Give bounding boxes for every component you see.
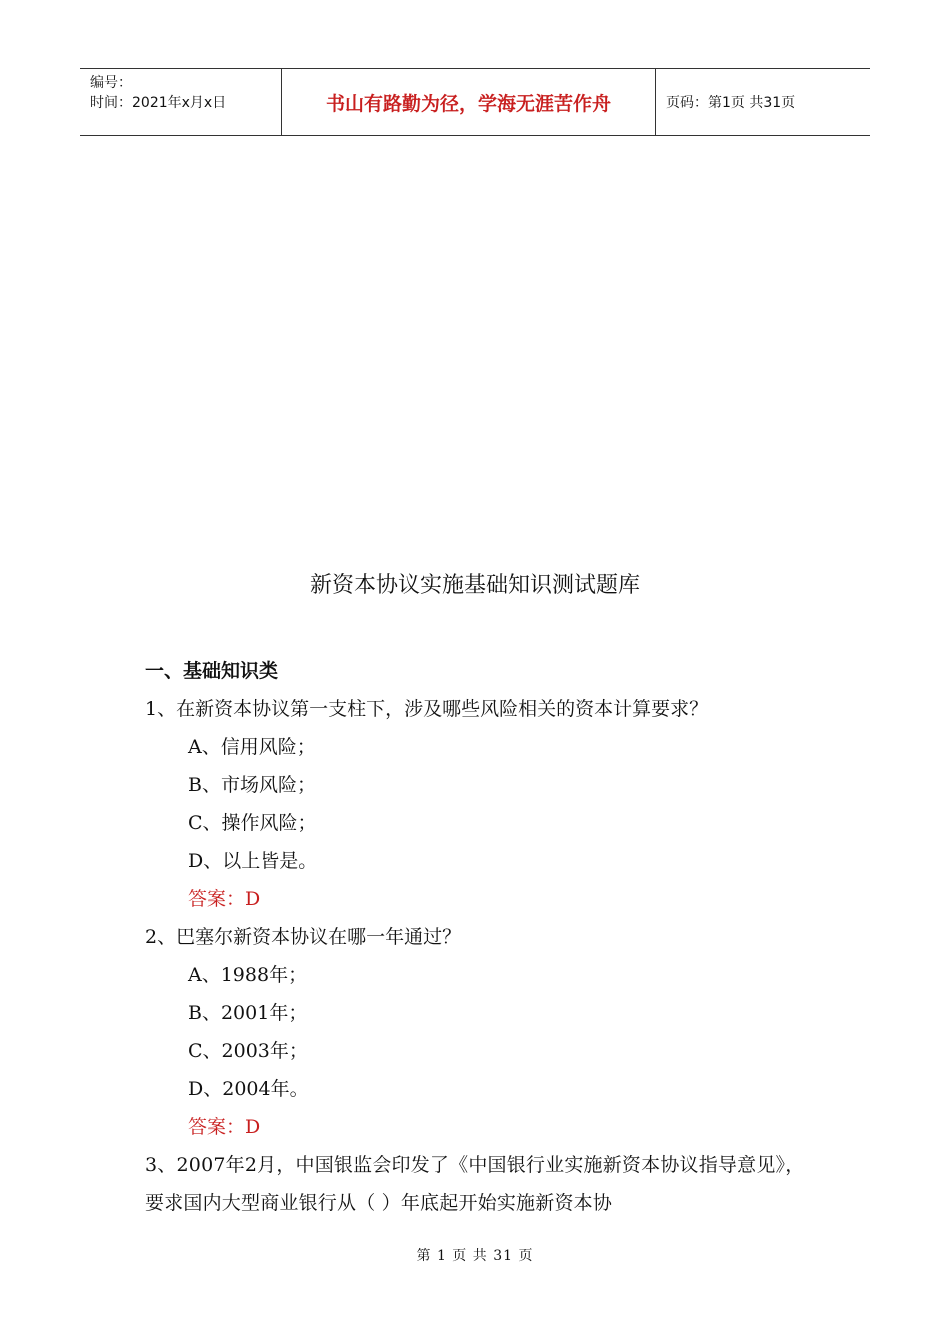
header-meta [80, 69, 282, 135]
document-body [145, 652, 810, 1222]
question-1-option-d: D、以上皆是。 [188, 850, 318, 872]
question-2-option-d: D、2004年。 [188, 1078, 309, 1100]
question-2-option-a: A、1988年； [188, 964, 308, 986]
section-heading: 一、基础知识类 [145, 660, 279, 682]
question-1-option-c: C、操作风险； [188, 812, 317, 834]
time-label: 时间：2021年x月x日 [90, 95, 227, 111]
page-footer: 第 1 页 共 31 页 [416, 1248, 534, 1264]
question-1-option-b: B、市场风险； [188, 774, 316, 796]
question-2: 2、巴塞尔新资本协议在哪一年通过？ [145, 926, 462, 948]
question-2-option-c: C、2003年； [188, 1040, 308, 1062]
page-header [80, 68, 870, 136]
code-label: 编号： [90, 75, 132, 91]
question-3: 3、2007年2月，中国银监会印发了《中国银行业实施新资本协议指导意见》，要求国内大型商业银行从（ ）年底起开始实施新资本协 [145, 1154, 805, 1214]
question-1-answer: 答案：D [188, 888, 261, 910]
question-2-answer: 答案：D [188, 1116, 261, 1138]
document-title: 新资本协议实施基础知识测试题库 [309, 573, 640, 598]
header-motto: 书山有路勤为径，学海无涯苦作舟 [282, 69, 656, 135]
question-1-option-a: A、信用风险； [188, 736, 316, 758]
question-1: 1、在新资本协议第一支柱下，涉及哪些风险相关的资本计算要求？ [145, 698, 709, 720]
header-page-info: 页码：第1页 共31页 [666, 95, 796, 111]
question-2-option-b: B、2001年； [188, 1002, 308, 1024]
